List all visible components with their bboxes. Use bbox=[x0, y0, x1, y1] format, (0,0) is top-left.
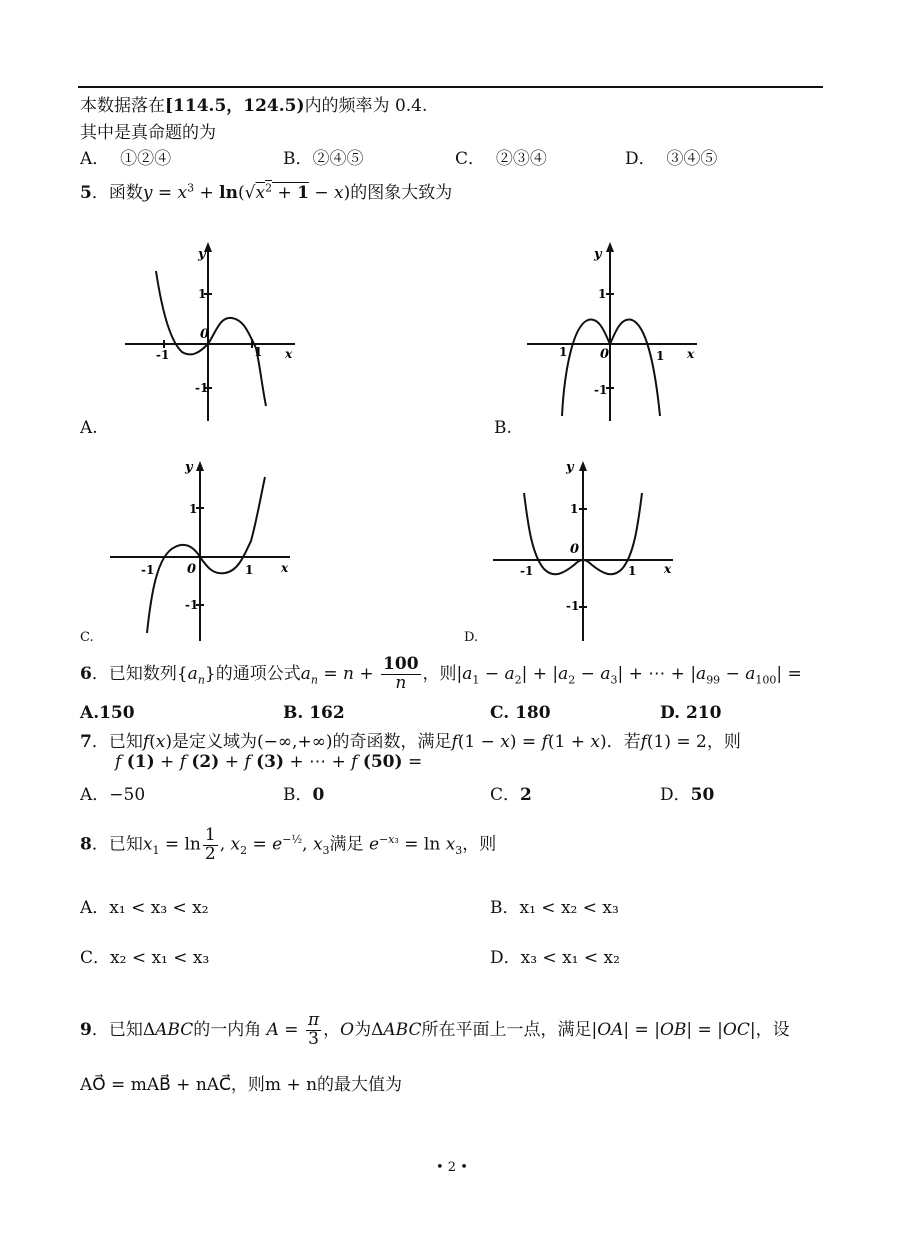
q8-stem: 8．已知$x_1 = \ln$ $\frac{1}{2}$ , $x_2 = e^{-\frac{1}{2}}$, $x_3$满足 $e^{-x_3} = \ln x_3$，则 bbox=[80, 824, 497, 864]
svg-text:-1: -1 bbox=[141, 563, 155, 577]
q6-option-b: B. 162 bbox=[283, 703, 345, 723]
svg-text:1: 1 bbox=[570, 502, 579, 516]
q7-line2: f (1) + f (2) + f (3) + ⋯ + f (50) = bbox=[115, 752, 423, 772]
q5-label-d: D. bbox=[464, 630, 479, 645]
graph-a bbox=[120, 236, 310, 426]
q5-label-b: B. bbox=[494, 418, 512, 438]
q7-option-d: D．50 bbox=[660, 785, 715, 805]
q8-option-b: B．x₁ < x₂ < x₃ bbox=[490, 898, 619, 918]
q6-option-a: A.150 bbox=[80, 703, 135, 723]
svg-text:-1: -1 bbox=[185, 598, 199, 612]
svg-text:-1: -1 bbox=[520, 564, 534, 578]
svg-text:-1: -1 bbox=[594, 383, 608, 397]
q8-option-a: A．x₁ < x₃ < x₂ bbox=[80, 898, 209, 918]
svg-text:x: x bbox=[285, 347, 293, 361]
svg-text:x: x bbox=[281, 561, 289, 575]
q7-line1: 7．已知f(x)是定义域为(−∞,+∞)的奇函数，满足f(1 − x) = f(1 + x)．若f(1) = 2，则 bbox=[80, 732, 741, 752]
svg-text:0: 0 bbox=[600, 347, 610, 362]
q9-line1: 9．已知ΔABC的一内角 A = $\frac{\pi}{3}$ ，O为ΔABC所在平面上一点，满足|OA| = |OB| = |OC|，设 bbox=[80, 1010, 790, 1049]
svg-text:1: 1 bbox=[598, 287, 607, 301]
q7-option-a: A．−50 bbox=[80, 785, 146, 805]
q4-option-a: A． ①②④ bbox=[80, 149, 172, 169]
q4-option-b: B．②④⑤ bbox=[283, 149, 364, 169]
svg-text:1: 1 bbox=[254, 345, 263, 359]
graph-c bbox=[105, 455, 295, 645]
q8-option-d: D．x₃ < x₁ < x₂ bbox=[490, 948, 620, 968]
page-number: • 2 • bbox=[436, 1160, 468, 1175]
q5-stem: 5．函数$y = x^3 + \ln(√x^2 + 1 - x)$的图象大致为 bbox=[80, 181, 453, 203]
q7-option-c: C．2 bbox=[490, 785, 532, 805]
svg-text:-1: -1 bbox=[195, 381, 209, 395]
svg-text:1: 1 bbox=[189, 502, 198, 516]
q4-tail: 本数据落在[114.5，124.5)内的频率为 0.4. bbox=[80, 96, 428, 116]
q6-option-d: D. 210 bbox=[660, 703, 722, 723]
svg-text:y: y bbox=[594, 247, 602, 262]
svg-text:0: 0 bbox=[187, 562, 197, 577]
svg-text:0: 0 bbox=[200, 327, 210, 342]
svg-text:x: x bbox=[664, 562, 672, 576]
q8-option-c: C．x₂ < x₁ < x₃ bbox=[80, 948, 210, 968]
svg-text:1: 1 bbox=[559, 345, 568, 359]
graph-b bbox=[522, 236, 712, 426]
q4-option-d: D． ③④⑤ bbox=[625, 149, 718, 169]
svg-text:-1: -1 bbox=[566, 599, 580, 613]
svg-text:1: 1 bbox=[628, 564, 637, 578]
svg-text:x: x bbox=[687, 347, 695, 361]
q4-prompt: 其中是真命题的为 bbox=[80, 123, 216, 143]
svg-text:1: 1 bbox=[656, 349, 665, 363]
svg-text:-1: -1 bbox=[156, 348, 170, 362]
q4-option-c: C． ②③④ bbox=[455, 149, 547, 169]
graph-d bbox=[488, 455, 678, 645]
svg-text:1: 1 bbox=[198, 287, 207, 301]
q9-line2: AO⃗ = mAB⃗ + nAC⃗，则m + n的最大值为 bbox=[80, 1075, 403, 1095]
q6-stem: 6．已知数列$\{a_n\}$的通项公式$a_n = n$ + $\frac{100}{n}$ ，则$|a_1 - a_2| + |a_2 - a_3|$ + ⋯ + $|a_{99} - a_{100}|$ = bbox=[80, 654, 802, 693]
q6-option-c: C. 180 bbox=[490, 703, 551, 723]
svg-text:y: y bbox=[185, 460, 193, 475]
header-rule bbox=[78, 86, 823, 88]
q5-label-a: A. bbox=[80, 418, 98, 438]
q5-label-c: C. bbox=[80, 630, 94, 645]
svg-text:y: y bbox=[566, 460, 574, 475]
svg-text:y: y bbox=[198, 247, 206, 262]
svg-text:0: 0 bbox=[570, 542, 580, 557]
q7-option-b: B．0 bbox=[283, 785, 325, 805]
svg-text:1: 1 bbox=[245, 563, 254, 577]
